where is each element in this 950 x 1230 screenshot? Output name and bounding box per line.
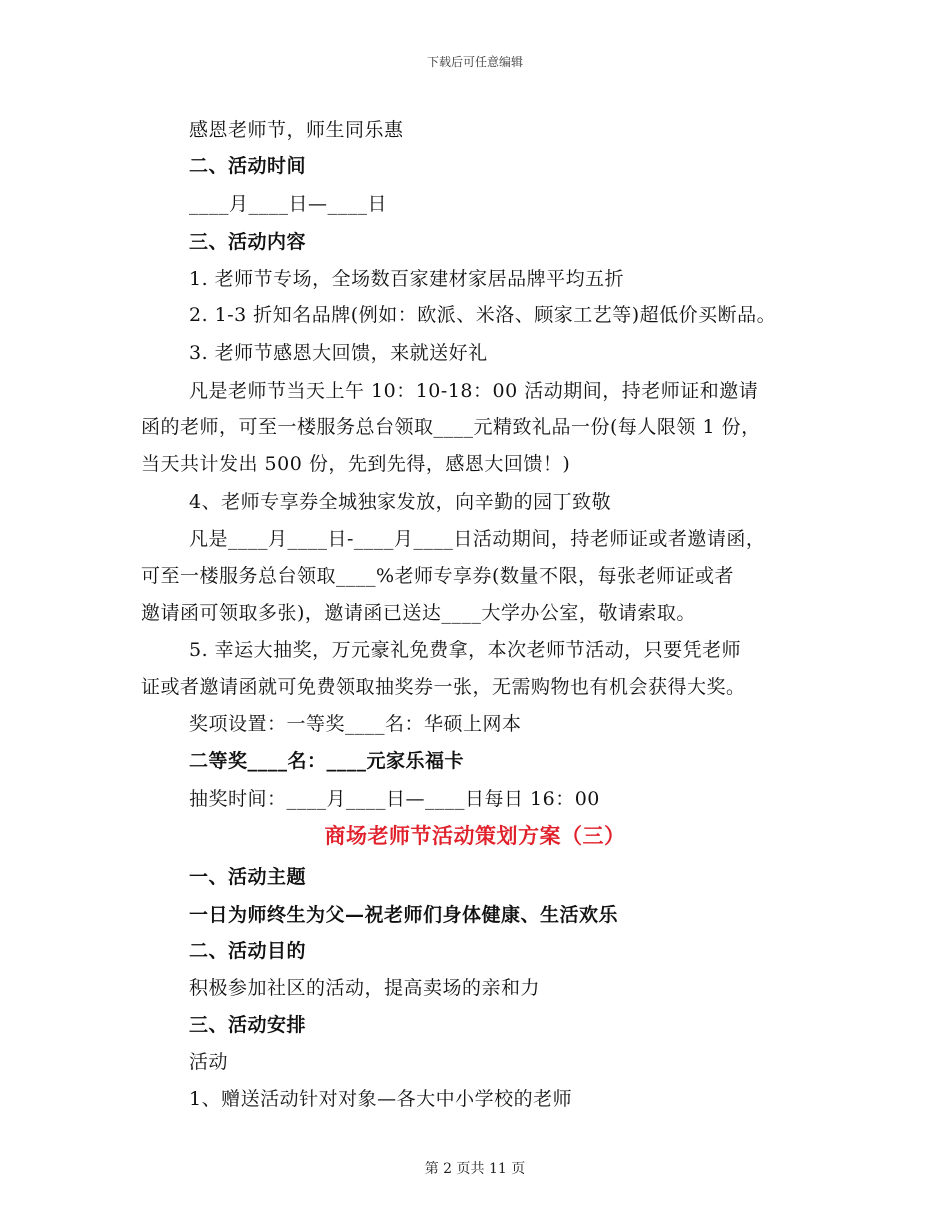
text-line-bold: 二等奖____名：____元家乐福卡 — [189, 750, 465, 772]
text-line: 1. 老师节专场，全场数百家建材家居品牌平均五折 — [189, 268, 625, 290]
text-line: 2. 1-3 折知名品牌(例如：欧派、米洛、顾家工艺等)超低价买断品。 — [189, 304, 777, 326]
text-line: ____月____日—____日 — [189, 193, 388, 215]
text-line: 抽奖时间：____月____日—____日每日 16：00 — [189, 788, 600, 810]
section-heading: 三、活动安排 — [189, 1014, 307, 1036]
text-line: 3. 老师节感恩大回馈，来就送好礼 — [189, 342, 488, 364]
text-line: 证或者邀请函就可免费领取抽奖券一张，无需购物也有机会获得大奖。 — [141, 676, 746, 698]
text-line: 当天共计发出 500 份，先到先得，感恩大回馈！) — [141, 453, 571, 475]
text-line: 凡是____月____日-____月____日活动期间，持老师证或者邀请函， — [189, 528, 766, 550]
text-line: 活动 — [189, 1051, 229, 1073]
page-footer: 第 2 页共 11 页 — [424, 1161, 526, 1177]
text-line: 积极参加社区的活动，提高卖场的亲和力 — [189, 977, 541, 999]
section-heading: 二、活动目的 — [189, 940, 307, 962]
text-line: 凡是老师节当天上午 10：10-18：00 活动期间，持老师证和邀请 — [189, 380, 759, 402]
section-heading: 一日为师终生为父—祝老师们身体健康、生活欢乐 — [189, 904, 619, 926]
text-line: 4、老师专享券全城独家发放，向辛勤的园丁致敬 — [189, 491, 612, 513]
section-heading: 一、活动主题 — [189, 866, 307, 888]
text-line: 1、赠送活动针对对象—各大中小学校的老师 — [189, 1088, 573, 1110]
text-line: 邀请函可领取多张)，邀请函已送达____大学办公室，敬请索取。 — [141, 602, 696, 624]
text-line: 可至一楼服务总台领取____%老师专享券(数量不限，每张老师证或者 — [141, 565, 734, 587]
section-heading: 三、活动内容 — [189, 231, 307, 253]
text-line: 函的老师，可至一楼服务总台领取____元精致礼品一份(每人限领 1 份， — [141, 416, 761, 438]
text-line: 奖项设置：一等奖____名：华硕上网本 — [189, 713, 522, 735]
text-line: 5. 幸运大抽奖，万元豪礼免费拿，本次老师节活动，只要凭老师 — [189, 639, 742, 661]
page-header: 下载后可任意编辑 — [426, 55, 523, 69]
section-heading: 二、活动时间 — [189, 155, 307, 177]
text-line: 感恩老师节，师生同乐惠 — [189, 119, 404, 141]
document-title: 商场老师节活动策划方案（三） — [324, 823, 626, 848]
